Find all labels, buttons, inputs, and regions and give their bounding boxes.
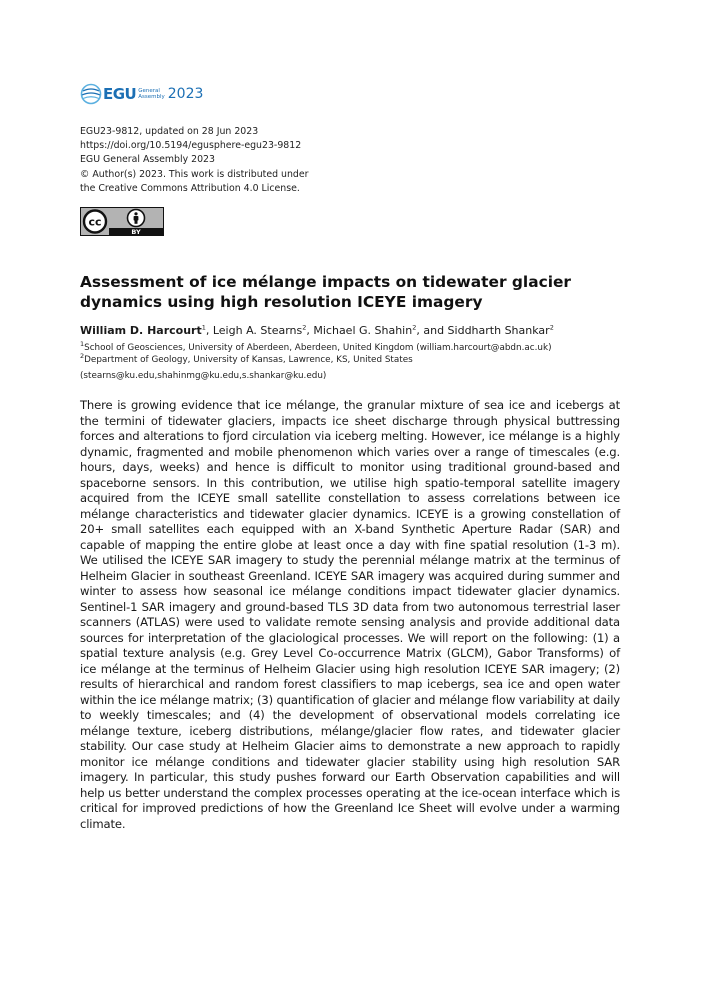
logo-year: 2023 bbox=[167, 86, 204, 102]
cc-by-license-badge[interactable] bbox=[80, 207, 164, 236]
publication-meta bbox=[80, 125, 309, 196]
abstract-body: There is growing evidence that ice mélange, the granular mixture of sea ice and icebergs at the termini of tidewater glaciers, impacts ice sheet discharge through physical buttressing forces and alterations to fjord circulation via iceberg melting. However, ice mélange is a highly dynamic, fragmented and mobile phenomenon which varies over a range of timescales (e.g. hours, days, weeks) and hence is difficult to monitor using traditional ground-based and spaceborne sensors. In this contribution, we utilise high spatio-temporal satellite imagery acquired from the ICEYE small satellite constellation to assess correlations between ice mélange characteristics and tidewater glacier dynamics. ICEYE is a growing constellation of 20+ small satellites each equipped with an X-band Synthetic Aperture Radar (SAR) and capable of mapping the entire globe at least once a day with fine spatial resolution (1-3 m). We utilised the ICEYE SAR imagery to study the perennial mélange matrix at the terminus of Helheim Glacier in southeast Greenland. ICEYE SAR imagery was acquired during summer and winter to assess how seasonal ice mélange conditions impact tidewater glacier dynamics. Sentinel-1 SAR imagery and ground-based TLS 3D data from two autonomous terrestrial laser scanners (ATLAS) were used to validate remote sensing analysis and provide additional data sources for interpretation of the glaciological processes. We will report on the following: (1) a spatial texture analysis (e.g. Grey Level Co-occurrence Matrix (GLCM), Gabor Transforms) of ice mélange at the terminus of Helheim Glacier using high resolution ICEYE SAR imagery; (2) results of hierarchical and random forest classifiers to map icebergs, sea ice and open water within the ice mélange matrix; (3) quantification of glacier and mélange flow variability at daily to weekly timescales; and (4) the development of observational models correlating ice mélange texture, iceberg distributions, mélange/glacier flow rates, and tidewater glacier stability. Our case study at Helheim Glacier aims to demonstrate a new approach to rapidly monitor ice mélange conditions and tidewater glacier stability using high resolution SAR imagery. In particular, this study pushes forward our Earth Observation capabilities and will help us better understand the complex processes operating at the ice-ocean interface which is critical for improved predictions of how the Greenland Ice Sheet will evolve under a warming climate. bbox=[80, 398, 620, 831]
author-name: Siddharth Shankar bbox=[447, 324, 550, 337]
affiliation-sup: 1 bbox=[80, 340, 85, 349]
author-separator: , and bbox=[416, 324, 448, 337]
author-affiliation-sup: 2 bbox=[302, 323, 307, 332]
cc-icon bbox=[84, 211, 106, 233]
egu-globe-icon bbox=[80, 83, 102, 105]
affiliation-1 bbox=[80, 340, 552, 353]
assembly-name: EGU General Assembly 2023 bbox=[80, 154, 215, 166]
contact-emails: (stearns@ku.edu,shahinmg@ku.edu,s.shankar@ku.edu) bbox=[80, 371, 327, 381]
logo-line-assembly: Assembly bbox=[138, 94, 165, 100]
logo-line-general: General bbox=[138, 88, 160, 94]
author-name-primary: William D. Harcourt bbox=[80, 324, 202, 337]
doi-link[interactable]: https://doi.org/10.5194/egusphere-egu23-9812 bbox=[80, 140, 302, 152]
author-separator: , bbox=[306, 324, 314, 337]
cc-glyph: cc bbox=[88, 215, 102, 229]
logo-brand: EGU bbox=[103, 85, 137, 103]
logo-subtitle bbox=[138, 88, 165, 100]
affiliation-text: Department of Geology, University of Kansas, Lawrence, KS, United States bbox=[84, 355, 413, 365]
affiliation-sup: 2 bbox=[80, 352, 85, 361]
by-label: BY bbox=[131, 228, 141, 235]
author-name: Leigh A. Stearns bbox=[212, 324, 303, 337]
author-affiliation-sup: 1 bbox=[201, 323, 206, 332]
affiliation-2 bbox=[80, 352, 413, 365]
affiliation-text: School of Geosciences, University of Aberdeen, Aberdeen, United Kingdom (william.harcourt@abdn.ac.uk) bbox=[84, 343, 552, 353]
egu-logo bbox=[80, 82, 203, 106]
paper-title: Assessment of ice mélange impacts on tidewater glacier dynamics using high resolution ICEYE imagery bbox=[80, 273, 572, 311]
license-line: the Creative Commons Attribution 4.0 License. bbox=[80, 182, 300, 194]
copyright-line: © Author(s) 2023. This work is distributed under bbox=[80, 168, 309, 180]
author-name: Michael G. Shahin bbox=[313, 324, 413, 337]
attribution-person-icon bbox=[128, 210, 145, 227]
abstract-id: EGU23-9812, updated on 28 Jun 2023 bbox=[80, 126, 259, 137]
author-list bbox=[80, 324, 554, 337]
author-affiliation-sup: 2 bbox=[549, 323, 554, 332]
author-separator: , bbox=[205, 324, 213, 337]
author-affiliation-sup: 2 bbox=[412, 323, 417, 332]
